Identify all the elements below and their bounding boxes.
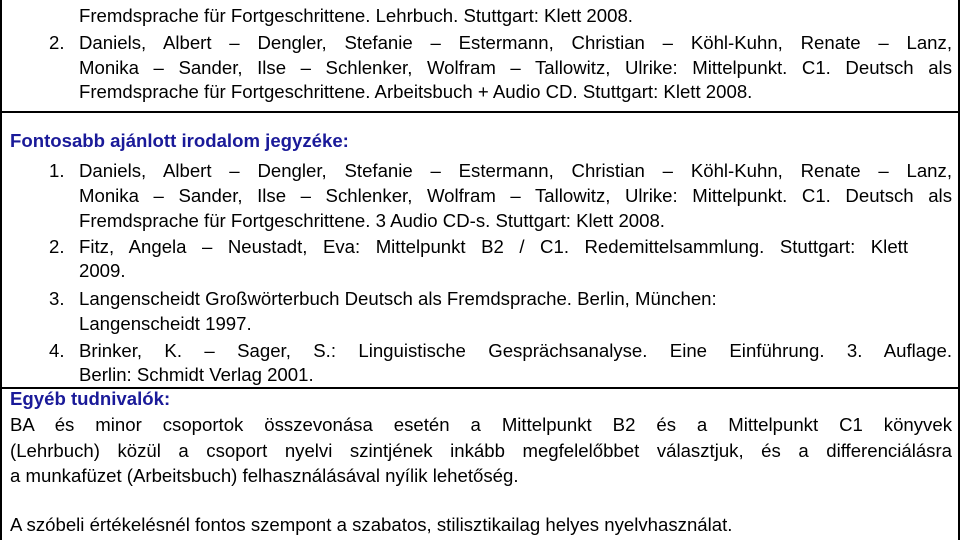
literature-item-1-line-3: Fremdsprache für Fortgeschrittene. 3 Audio CD-s. Stuttgart: Klett 2008.: [79, 210, 665, 231]
literature-item-4-number: 4.: [49, 340, 65, 361]
literature-item-3-line-2: Langenscheidt 1997.: [79, 313, 252, 334]
literature-item-3-line-1: Langenscheidt Großwörterbuch Deutsch als Fremdsprache. Berlin, München:: [79, 288, 717, 309]
literature-item-2-number: 2.: [49, 236, 65, 257]
literature-item-1-number: 1.: [49, 160, 65, 181]
section-divider: [0, 111, 960, 113]
literature-item-3-number: 3.: [49, 288, 65, 309]
literature-item-2-line-2: 2009.: [79, 260, 126, 281]
textbook-item-2-line-3: Fremdsprache für Fortgeschrittene. Arbeitsbuch + Audio CD. Stuttgart: Klett 2008.: [79, 81, 753, 102]
other-info-heading: Egyéb tudnivalók:: [10, 388, 171, 409]
textbook-item-2-number: 2.: [49, 32, 65, 53]
literature-item-1-line-1: Daniels, Albert – Dengler, Stefanie – Estermann, Christian – Köhl-Kuhn, Renate – Lanz,: [79, 160, 952, 181]
textbook-item-1-continuation: Fremdsprache für Fortgeschrittene. Lehrbuch. Stuttgart: Klett 2008.: [79, 5, 633, 26]
literature-item-4-line-2: Berlin: Schmidt Verlag 2001.: [79, 364, 314, 385]
other-info-paragraph-line-1: BA és minor csoportok összevonása esetén a Mittelpunkt B2 és a Mittelpunkt C1 könyvek: [10, 414, 952, 435]
literature-item-1-line-2: Monika – Sander, Ilse – Schlenker, Wolfram – Tallowitz, Ulrike: Mittelpunkt. C1. Deutsch als: [79, 185, 952, 206]
textbook-item-2-line-1: Daniels, Albert – Dengler, Stefanie – Estermann, Christian – Köhl-Kuhn, Renate – Lanz,: [79, 32, 952, 53]
recommended-literature-heading: Fontosabb ajánlott irodalom jegyzéke:: [10, 130, 349, 151]
literature-item-2-line-1: Fitz, Angela – Neustadt, Eva: Mittelpunkt B2 / C1. Redemittelsammlung. Stuttgart: Klett: [79, 236, 908, 257]
oral-assessment-note: A szóbeli értékelésnél fontos szempont a szabatos, stilisztikailag helyes nyelvhasználat.: [10, 514, 733, 535]
other-info-paragraph-line-3: a munkafüzet (Arbeitsbuch) felhasználásával nyílik lehetőség.: [10, 465, 519, 486]
table-border-left: [0, 0, 2, 540]
literature-item-4-line-1: Brinker, K. – Sager, S.: Linguistische Gesprächsanalyse. Eine Einführung. 3. Auflage.: [79, 340, 952, 361]
other-info-paragraph-line-2: (Lehrbuch) közül a csoport nyelvi szintjének inkább megfelelőbbet választjuk, és a differenciálásra: [10, 440, 952, 461]
textbook-item-2-line-2: Monika – Sander, Ilse – Schlenker, Wolfram – Tallowitz, Ulrike: Mittelpunkt. C1. Deutsch als: [79, 57, 952, 78]
